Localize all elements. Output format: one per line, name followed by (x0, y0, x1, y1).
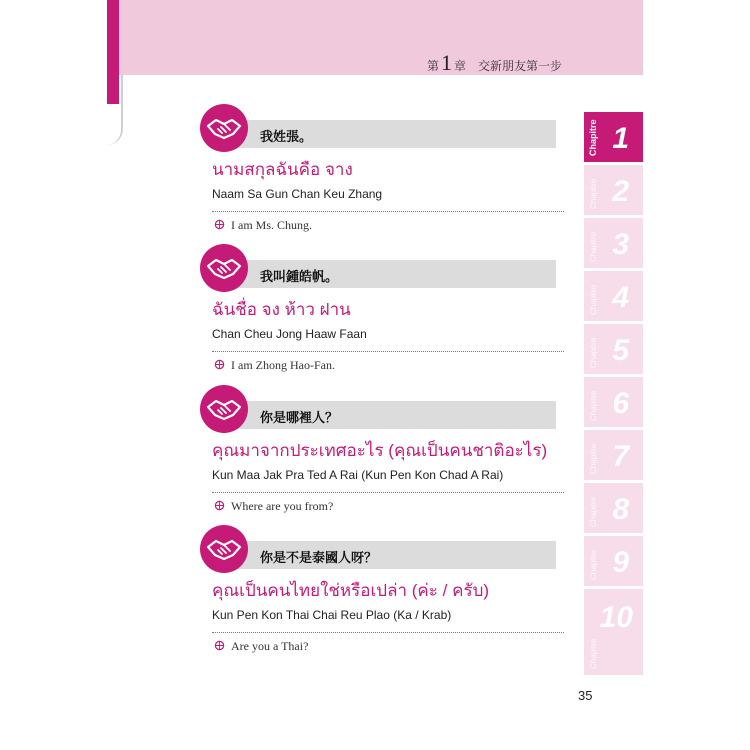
divider (212, 632, 564, 633)
chinese-phrase: 你是哪裡人？ (260, 410, 339, 425)
chinese-phrase: 我姓張。 (260, 129, 313, 144)
chapter-tab-label: Chapitre (589, 178, 598, 209)
chapter-tab-9[interactable] (584, 536, 643, 586)
chapter-tab-label: Chapitre (588, 119, 598, 156)
handshake-icon (200, 525, 248, 573)
chapter-tab-10[interactable] (584, 589, 643, 675)
chapter-tab-4[interactable] (584, 271, 643, 321)
phrase-entry (200, 244, 570, 380)
phrase-entry (200, 385, 570, 521)
chapter-tab-number: 2 (612, 175, 629, 208)
chapter-tab-number: 4 (612, 281, 629, 314)
chapter-tab-5[interactable] (584, 324, 643, 374)
chapter-tab-number: 5 (612, 334, 629, 367)
chapter-tab-number: 9 (612, 546, 629, 579)
chapter-tab-7[interactable] (584, 430, 643, 480)
chapter-tab-label: Chapitre (589, 337, 598, 368)
target-icon (214, 219, 225, 230)
chapter-tab-label: Chapitre (589, 496, 598, 527)
thai-phrase: คุณมาจากประเทศอะไร (คุณเป็นคนชาติอะไร) (212, 441, 548, 460)
chapter-suffix: 章 (453, 59, 466, 73)
chapter-tab-3[interactable] (584, 218, 643, 268)
handshake-icon (200, 104, 248, 152)
phrase-entry (200, 104, 570, 240)
handshake-icon (200, 244, 248, 292)
chinese-phrase: 我叫鍾皓帆。 (260, 269, 339, 284)
header-band (107, 0, 643, 75)
chapter-tab-8[interactable] (584, 483, 643, 533)
english-translation: I am Ms. Chung. (231, 218, 312, 232)
chapter-tab-label: Chapitre (589, 549, 598, 580)
chapter-tab-number: 10 (599, 601, 633, 634)
page-curve (107, 75, 123, 145)
phrase-entry (200, 525, 570, 661)
thai-phrase: นามสกุลฉันคือ จาง (212, 160, 353, 179)
chapter-tab-6[interactable] (584, 377, 643, 427)
chapter-tab-number: 7 (612, 440, 629, 473)
target-icon (214, 640, 225, 651)
romanization: Chan Cheu Jong Haaw Faan (212, 327, 367, 341)
english-translation: I am Zhong Hao-Fan. (231, 358, 335, 372)
chapter-name: 交新朋友第一步 (477, 59, 562, 73)
chapter-tab-label: Chapitre (589, 443, 598, 474)
chapter-tab-number: 8 (612, 493, 629, 526)
romanization: Naam Sa Gun Chan Keu Zhang (212, 187, 383, 201)
chapter-tab-2[interactable] (584, 165, 643, 215)
handshake-icon (200, 385, 248, 433)
target-icon (214, 500, 225, 511)
chapter-tab-number: 3 (612, 228, 629, 261)
chapter-title (427, 50, 562, 76)
chapter-tab-label: Chapitre (589, 390, 598, 421)
chapter-tab-1[interactable] (584, 112, 643, 162)
chapter-number: 1 (440, 50, 452, 75)
romanization: Kun Pen Kon Thai Chai Reu Plao (Ka / Krab) (212, 608, 452, 622)
divider (212, 211, 564, 212)
english-translation: Where are you from? (231, 499, 334, 513)
chapter-tab-label: Chapitre (589, 638, 598, 669)
thai-phrase: ฉันชื่อ จง ห้าว ฝาน (212, 300, 351, 319)
divider (212, 351, 564, 352)
english-translation: Are you a Thai? (231, 639, 309, 653)
chinese-phrase: 你是不是泰國人呀？ (260, 550, 378, 565)
page-number: 35 (578, 688, 593, 703)
chapter-tab-number: 6 (612, 387, 629, 420)
thai-phrase: คุณเป็นคนไทยใช่หรือเปล่า (ค่ะ / ครับ) (212, 581, 490, 600)
target-icon (214, 359, 225, 370)
chapter-prefix: 第 (426, 59, 439, 73)
chapter-tab-label: Chapitre (589, 231, 598, 262)
chapter-tab-label: Chapitre (589, 284, 598, 315)
romanization: Kun Maa Jak Pra Ted A Rai (Kun Pen Kon Chad A Rai) (212, 468, 504, 482)
chapter-tab-number: 1 (612, 122, 629, 155)
divider (212, 492, 564, 493)
